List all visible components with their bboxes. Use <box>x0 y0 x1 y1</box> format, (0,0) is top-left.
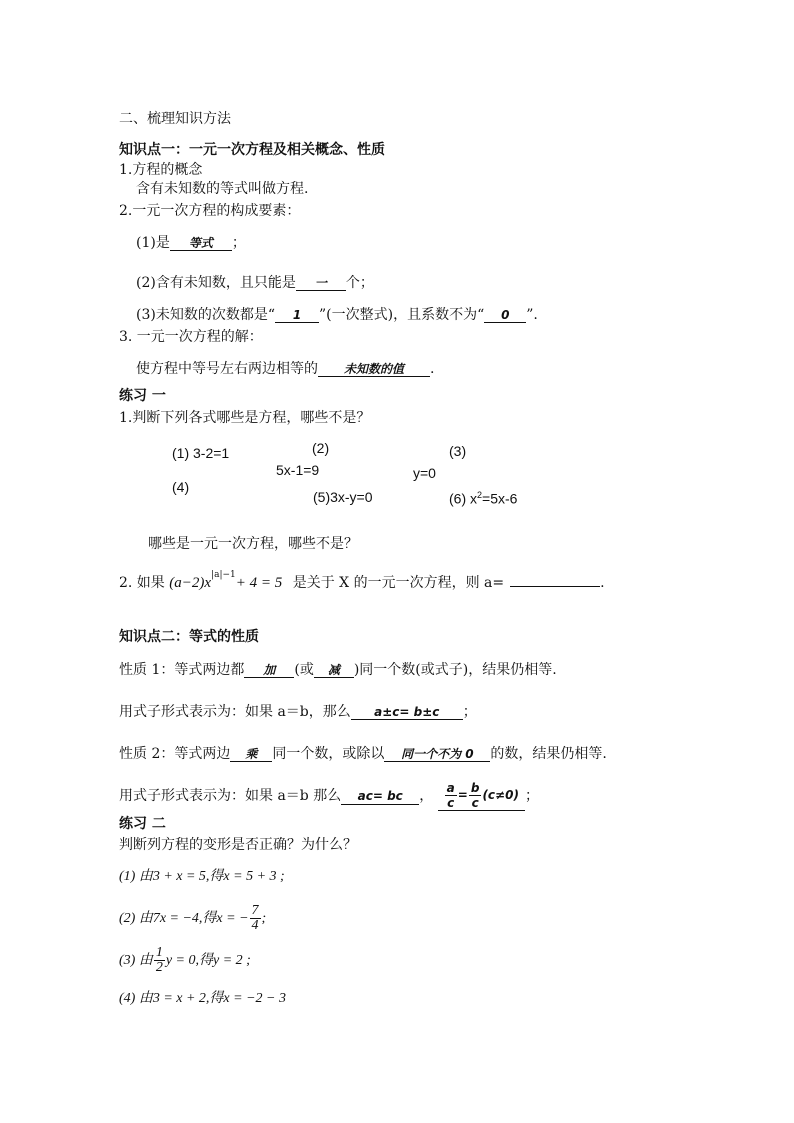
solution-definition <box>136 360 434 378</box>
element-3-text: (3)未知数的次数都是“ <box>136 307 275 323</box>
element-1-end: ； <box>231 235 246 251</box>
q2-end: . <box>600 575 605 591</box>
item-6-exponent: 2 <box>477 490 483 500</box>
q2-equation-rest: + 4 = 5 <box>235 575 283 591</box>
formula-2-end: ； <box>524 788 539 804</box>
item-2-end: ; <box>261 911 267 926</box>
kp1-heading-1: 1.方程的概念 <box>119 162 203 178</box>
exercise-2-item-3 <box>119 944 251 978</box>
solution-text: 使方程中等号左右两边相等的 <box>136 361 318 377</box>
kp2-title: 知识点二：等式的性质 <box>119 629 259 645</box>
frac-b-denominator: c <box>471 796 479 810</box>
exercise-2-item-4: (4) 由3 = x + 2,得x = −2 − 3 <box>119 991 286 1006</box>
property-1 <box>119 661 557 679</box>
frac-b-numerator: b <box>470 781 480 795</box>
frac-a-denominator: c <box>447 796 455 810</box>
kp1-definition: 含有未知数的等式叫做方程. <box>136 181 309 197</box>
item-3-label: (3) <box>449 443 467 459</box>
item-1: (1) 3-2=1 <box>172 445 230 461</box>
item-2-numerator: 7 <box>251 903 259 919</box>
element-1 <box>136 234 246 252</box>
item-2-text: (2) 由7x = −4,得x = − <box>119 911 249 926</box>
element-3-end: ”. <box>526 307 538 323</box>
exercise-2-item-2 <box>119 902 266 936</box>
property-2-answer-1: 乘 <box>230 745 272 762</box>
frac-condition: (c≠0) <box>482 788 519 802</box>
element-3-answer-1: 1 <box>275 306 319 323</box>
item-6 <box>449 486 517 508</box>
exercise-2-item-1: (1) 由3 + x = 5,得x = 5 + 3 ; <box>119 869 285 884</box>
property-1-answer-2: 减 <box>314 661 354 678</box>
kp1-heading-3: 3. 一元一次方程的解： <box>119 329 263 345</box>
element-3-mid: ”(一次整式)，且系数不为“ <box>319 307 485 323</box>
frac-a-numerator: a <box>446 781 455 795</box>
solution-end: . <box>430 361 435 377</box>
q2-prefix: 2. 如果 <box>119 575 165 591</box>
item-2-equation: 5x-1=9 <box>276 462 320 478</box>
element-2-end: 个； <box>345 275 374 291</box>
item-5: (5)3x-y=0 <box>313 489 373 505</box>
element-1-text: (1)是 <box>136 235 170 251</box>
solution-answer: 未知数的值 <box>318 360 430 377</box>
item-3-equation: y=0 <box>413 465 436 481</box>
item-2-denominator: 4 <box>251 918 259 934</box>
element-1-answer: 等式 <box>170 234 232 251</box>
property-2-mid: 同一个数，或除以 <box>272 746 385 762</box>
frac-equals: = <box>457 788 468 802</box>
q2-equation-exponent: |a|−1 <box>211 570 236 581</box>
exercise-1-question-2 <box>119 570 605 592</box>
formula-2-text: 用式子形式表示为：如果 a＝b 那么 <box>119 788 342 804</box>
formula-1-end: ； <box>462 704 477 720</box>
formula-1-answer: a±c= b±c <box>351 703 463 720</box>
kp1-title: 知识点一：一元一次方程及相关概念、性质 <box>119 142 385 158</box>
exercise-2-title: 练习 二 <box>119 816 166 832</box>
kp1-heading-2: 2.一元一次方程的构成要素： <box>119 203 301 219</box>
formula-1 <box>119 703 477 721</box>
item-3-numerator: 1 <box>155 945 163 961</box>
formula-2-answer-2 <box>438 781 525 811</box>
property-1-text: 性质 1：等式两边都 <box>119 662 245 678</box>
item-6-rest: =5x-6 <box>482 490 518 507</box>
item-6-base: (6) x <box>449 490 477 507</box>
property-2-text: 性质 2：等式两边 <box>119 746 231 762</box>
element-2-answer: 一 <box>296 274 346 291</box>
item-3-end: y = 0,得y = 2 ; <box>165 953 251 968</box>
property-2-answer-2: 同一个不为 0 <box>384 745 490 762</box>
q2-equation-base: (a−2)x <box>169 575 212 591</box>
exercise-1-question-1: 1.判断下列各式哪些是方程，哪些不是？ <box>119 410 371 426</box>
exercise-2-question: 判断列方程的变形是否正确？为什么？ <box>119 837 357 853</box>
element-2 <box>136 274 374 292</box>
q2-answer-blank <box>510 570 600 587</box>
formula-2-sep: ， <box>419 788 434 804</box>
exercise-1-question-1b: 哪些是一元一次方程，哪些不是？ <box>148 536 358 552</box>
item-3-denominator: 2 <box>155 960 163 976</box>
section-title: 二、梳理知识方法 <box>119 111 231 127</box>
property-1-answer-1: 加 <box>244 661 294 678</box>
property-2-end: 的数，结果仍相等. <box>490 746 607 762</box>
element-3 <box>136 306 538 324</box>
property-2 <box>119 745 607 763</box>
property-1-mid: (或 <box>294 662 314 678</box>
property-1-end: )同一个数(或式子)，结果仍相等. <box>353 662 557 678</box>
item-4-label: (4) <box>172 479 190 495</box>
formula-1-text: 用式子形式表示为：如果 a＝b，那么 <box>119 704 351 720</box>
formula-2-answer-1: ac= bc <box>341 788 419 805</box>
formula-2 <box>119 778 539 814</box>
item-2-label: (2) <box>312 440 330 456</box>
element-2-text: (2)含有未知数，且只能是 <box>136 275 296 291</box>
exercise-1-title: 练习 一 <box>119 388 166 404</box>
item-3-text: (3) 由 <box>119 953 153 968</box>
element-3-answer-2: 0 <box>484 306 526 323</box>
q2-text: 是关于 X 的一元一次方程，则 a= <box>292 575 505 591</box>
